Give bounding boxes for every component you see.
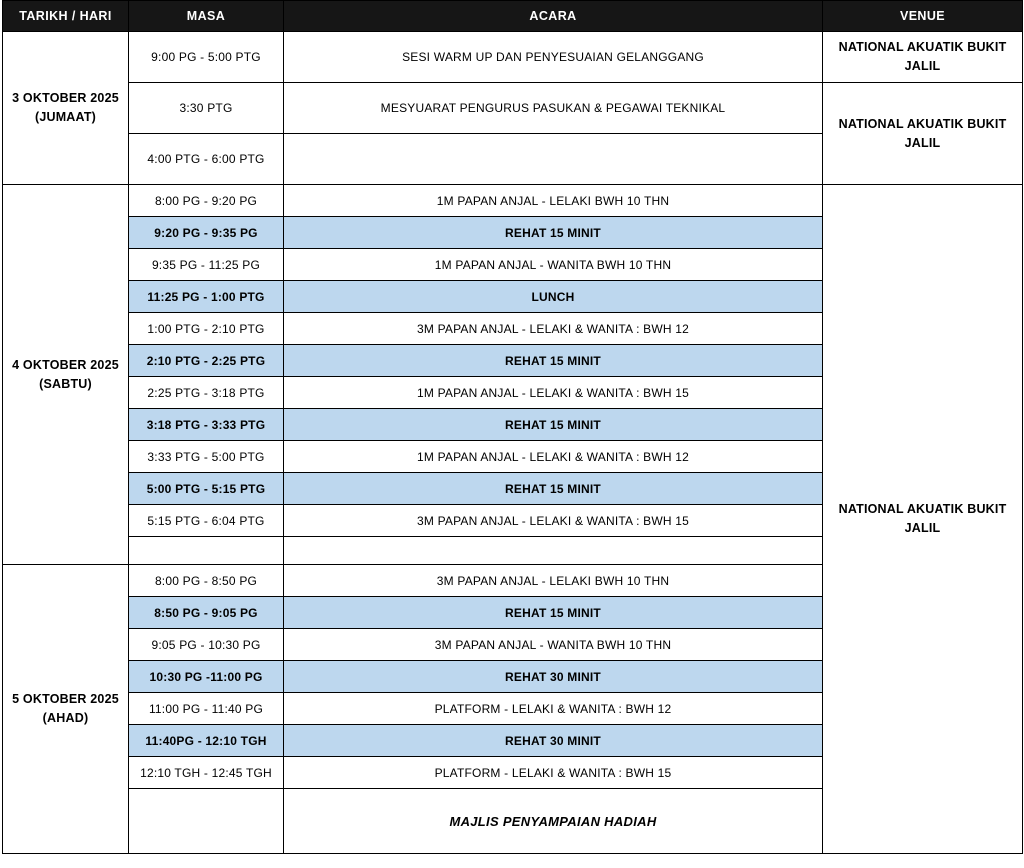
column-header-date: TARIKH / HARI [3,1,129,32]
time-cell: 8:50 PG - 9:05 PG [129,597,284,629]
date-line-1: 4 OKTOBER 2025 [12,357,119,372]
time-cell: 3:30 PTG [129,83,284,134]
event-cell: 3M PAPAN ANJAL - LELAKI & WANITA : BWH 15 [284,505,823,537]
event-cell: REHAT 15 MINIT [284,597,823,629]
event-cell: REHAT 15 MINIT [284,345,823,377]
event-cell: PLATFORM - LELAKI & WANITA : BWH 15 [284,757,823,789]
time-cell: 12:10 TGH - 12:45 TGH [129,757,284,789]
event-cell [284,134,823,185]
table-row [3,83,1023,134]
date-cell-day3 [3,565,129,854]
venue-cell-day1-a: NATIONAL AKUATIK BUKIT JALIL [823,32,1023,83]
table-row [3,32,1023,83]
time-cell: 2:25 PTG - 3:18 PTG [129,377,284,409]
date-line-1: 5 OKTOBER 2025 [12,692,119,707]
venue-cell-main: NATIONAL AKUATIK BUKIT JALIL [823,185,1023,854]
event-cell: PLATFORM - LELAKI & WANITA : BWH 12 [284,693,823,725]
table-body [3,32,1023,854]
time-cell [129,789,284,854]
time-cell: 11:40PG - 12:10 TGH [129,725,284,757]
date-cell-day2 [3,185,129,565]
event-cell: REHAT 30 MINIT [284,725,823,757]
date-line-2: (SABTU) [39,376,92,391]
time-cell: 11:00 PG - 11:40 PG [129,693,284,725]
event-cell: REHAT 15 MINIT [284,217,823,249]
date-cell-day1 [3,32,129,185]
column-header-event: ACARA [284,1,823,32]
time-cell: 1:00 PTG - 2:10 PTG [129,313,284,345]
event-cell: 3M PAPAN ANJAL - WANITA BWH 10 THN [284,629,823,661]
event-cell: 1M PAPAN ANJAL - LELAKI BWH 10 THN [284,185,823,217]
event-cell: MESYUARAT PENGURUS PASUKAN & PEGAWAI TEKNIKAL [284,83,823,134]
event-cell: 3M PAPAN ANJAL - LELAKI & WANITA : BWH 12 [284,313,823,345]
event-cell: 1M PAPAN ANJAL - WANITA BWH 10 THN [284,249,823,281]
date-line-2: (JUMAAT) [34,110,97,124]
time-cell: 3:33 PTG - 5:00 PTG [129,441,284,473]
event-cell: LUNCH [284,281,823,313]
time-cell: 10:30 PG -11:00 PG [129,661,284,693]
time-cell: 5:15 PTG - 6:04 PTG [129,505,284,537]
time-cell: 8:00 PG - 9:20 PG [129,185,284,217]
table-header [3,1,1023,32]
time-cell: 9:00 PG - 5:00 PTG [129,32,284,83]
event-cell: REHAT 30 MINIT [284,661,823,693]
time-cell: 8:00 PG - 8:50 PG [129,565,284,597]
schedule-table [2,0,1023,854]
event-cell [284,537,823,565]
time-cell: 9:05 PG - 10:30 PG [129,629,284,661]
time-cell: 3:18 PTG - 3:33 PTG [129,409,284,441]
column-header-venue: VENUE [823,1,1023,32]
award-ceremony-cell: MAJLIS PENYAMPAIAN HADIAH [284,789,823,854]
time-cell: 5:00 PTG - 5:15 PTG [129,473,284,505]
time-cell: 4:00 PTG - 6:00 PTG [129,134,284,185]
event-cell: 3M PAPAN ANJAL - LELAKI BWH 10 THN [284,565,823,597]
time-cell [129,537,284,565]
venue-cell-day1-b: NATIONAL AKUATIK BUKIT JALIL [823,83,1023,185]
event-cell: 1M PAPAN ANJAL - LELAKI & WANITA : BWH 12 [284,441,823,473]
header-row [3,1,1023,32]
time-cell: 9:20 PG - 9:35 PG [129,217,284,249]
table-row [3,185,1023,217]
time-cell: 2:10 PTG - 2:25 PTG [129,345,284,377]
event-cell: 1M PAPAN ANJAL - LELAKI & WANITA : BWH 15 [284,377,823,409]
event-cell: SESI WARM UP DAN PENYESUAIAN GELANGGANG [284,32,823,83]
time-cell: 11:25 PG - 1:00 PTG [129,281,284,313]
event-cell: REHAT 15 MINIT [284,473,823,505]
date-line-2: (AHAD) [42,711,89,725]
time-cell: 9:35 PG - 11:25 PG [129,249,284,281]
event-cell: REHAT 15 MINIT [284,409,823,441]
column-header-time: MASA [129,1,284,32]
date-line-1: 3 OKTOBER 2025 [12,91,119,106]
